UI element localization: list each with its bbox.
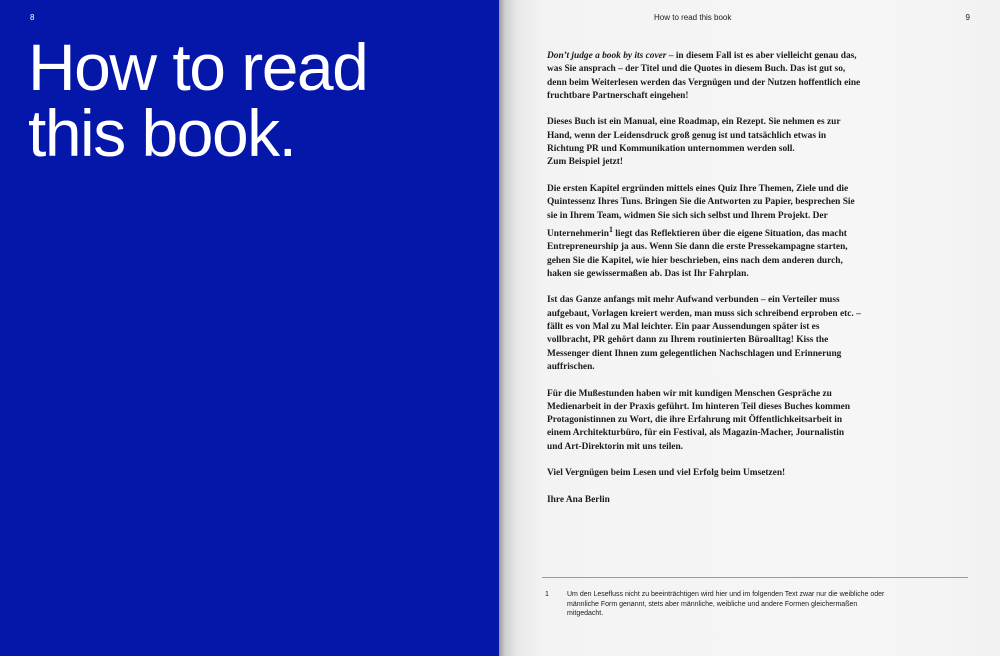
paragraph-4: Ist das Ganze anfangs mit mehr Aufwand verbunden – ein Verteiler muss aufgebaut, Vorlagen kreiert werden, man muss sich schreibend erproben etc. – fällt es von Mal zu Mal leichter. Ein paar Aussendungen später ist es vollbracht, PR gehört dann zu Ihrem routinierten Büroalltag! Kiss the Messenger dient Ihnen zum gelegentlichen Nachschlagen und Erinnerung auffrischen. — [547, 295, 861, 372]
left-page-number: 8 — [30, 13, 35, 22]
left-page — [0, 0, 499, 656]
paragraph-5: Für die Mußestunden haben wir mit kundigen Menschen Gespräche zu Medienarbeit in der Praxis geführt. Im hinteren Teil dieses Buches kommen Protagonistinnen zu Wort, die ihre Erfahrung mit Öffentlichkeitsarbeit in einem Architekturbüro, für ein Festival, als Magazin-Macher, Journalistin und Art-Direktorin mit uns teilen. — [547, 388, 851, 452]
body-text — [547, 50, 862, 521]
paragraph-2-text: Dieses Buch ist ein Manual, eine Roadmap, ein Rezept. Sie nehmen es zur Hand, wenn der Leidensdruck groß genug ist und tatsächlich etwas in Richtung PR und Kommunikation unternommen werden soll. — [547, 117, 841, 155]
paragraph-1 — [547, 50, 862, 103]
footnote — [545, 590, 965, 619]
paragraph-3-text-after: liegt das Reflektieren über die eigene Situation, das macht Entrepreneurship ja aus. Wenn Sie dann die erste Pressekampagne starten, gehen Sie die Kapitel, wie hier beschrieben, eins nach dem anderen durch, haken sie gewissermaßen ab. Das ist Ihr Fahrplan. — [547, 228, 848, 279]
signature: Ihre Ana Berlin — [547, 494, 610, 505]
chapter-title-line-2: this book. — [28, 96, 296, 170]
paragraph-2-line2: Zum Beispiel jetzt! — [547, 157, 624, 168]
running-head: How to read this book — [654, 13, 732, 22]
footnote-number: 1 — [545, 591, 549, 598]
paragraph-6: Viel Vergnügen beim Lesen und viel Erfolg beim Umsetzen! — [547, 468, 786, 479]
paragraph-1-text: – in diesem Fall ist es aber vielleicht genau das, was Sie ansprach – der Titel und die Quotes in diesem Buch. Das ist gut so, denn beim Weiterlesen werden das Vergnügen und der Nutzen hoffentlich eine fruchtbare Partnerschaft eingehen! — [547, 51, 861, 101]
footnote-text: Um den Lesefluss nicht zu beeinträchtigen wird hier und im folgenden Text zwar nur die weibliche oder männliche Form genannt, stets aber männliche, weibliche und andere Formen gleichermaßen mitgedacht. — [567, 591, 885, 617]
footnote-divider — [542, 577, 968, 578]
paragraph-3 — [547, 183, 862, 281]
paragraph-3-text-before: Die ersten Kapitel ergründen mittels eines Quiz Ihre Themen, Ziele und die Quintessenz Ihres Tuns. Bringen Sie die Antworten zu Papier, besprechen Sie sie in Ihrem Team, widmen Sie sich sich selbst und Ihrem Projekt. Der Unternehmerin — [547, 183, 855, 239]
paragraph-2 — [547, 116, 862, 169]
paragraph-1-lead: Don’t judge a book by its cover — [547, 51, 667, 61]
right-page — [499, 0, 1000, 656]
footnote-reference: 1 — [608, 224, 613, 234]
chapter-title-line-1: How to read — [28, 30, 368, 104]
right-page-number: 9 — [965, 13, 970, 22]
chapter-title — [28, 30, 488, 170]
